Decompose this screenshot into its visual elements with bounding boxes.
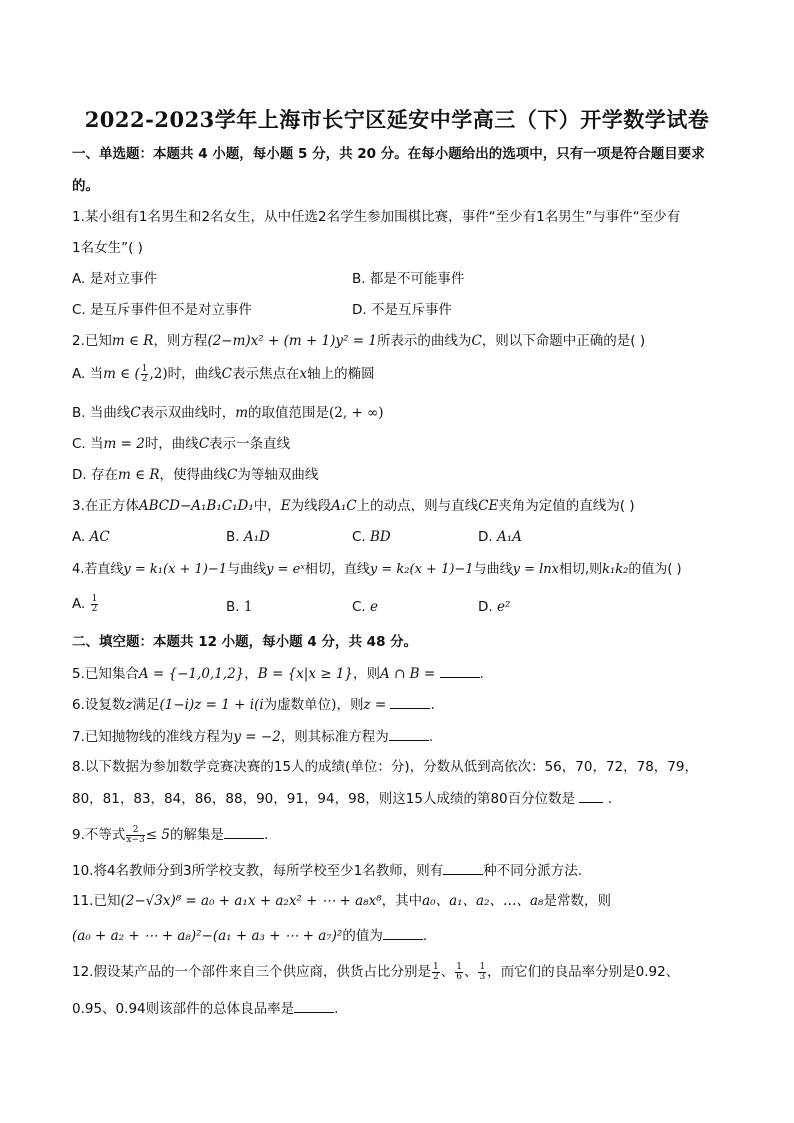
q6-text: 6.设复数 [72,697,126,713]
q5-text: ，则 [353,666,381,682]
q2-c-text: C. 当 [72,436,104,452]
q3-text: 夹角为定值的直线为( ) [498,498,635,514]
q2-d-text: D. 存在 [72,467,118,483]
q5-stem [72,663,484,684]
q2-c-text: 时，曲线 [144,436,199,452]
q4-curve1: y = eˣ [266,562,305,577]
q2-a-text: A. 当 [72,366,104,382]
q7-stem [72,726,433,747]
answer-blank[interactable] [294,998,334,1013]
option-label: C. [352,599,371,615]
q2-a-text: 表示焦点在 [231,366,300,382]
q4-line2: y = k₂(x + 1)−1 [369,562,474,577]
q12-separator: 、 [440,964,455,980]
option-value: 1 [243,599,253,615]
q3-point: E [280,498,291,514]
page-title: 2022-2023学年上海市长宁区延安中学高三（下）开学数学试卷 [84,107,710,132]
option-value: AC [89,529,110,545]
fraction-denominator: 2 [91,603,98,614]
q3-text: 为线段 [290,498,332,514]
q2-a-math: ,2) [149,366,168,382]
q2-text: ，则以下命题中正确的是( ) [481,333,646,349]
q2-text: 所表示的曲线为 [376,333,472,349]
q2-equation: (2−m)x² + (m + 1)y² = 1 [207,333,377,349]
q4-option-b [226,597,252,617]
q2-c-math: m = 2 [103,436,145,452]
q4-text: 相切,则 [558,562,603,577]
q9-fraction [126,826,144,845]
q2-b-text: 表示双曲线时， [140,405,236,421]
q2-b-var: m [235,405,249,421]
q11-text: ，其中 [381,893,423,909]
q2-a-axis: x [299,366,308,382]
q2-b-text: 的取值范围是 [248,405,330,421]
q12-text: ，而它们的良品率分别是0.92、 [487,964,680,980]
q4-text: 相切，直线 [304,562,370,577]
q6-stem [72,694,435,715]
q2-d-text: ，使得曲线 [159,467,228,483]
answer-blank[interactable] [443,860,483,875]
q4-curve2: y = lnx [512,562,559,577]
q9-text: 9.不等式 [72,827,126,843]
q2-d-curve: C [227,467,238,483]
q2-b-range: (2, + ∞) [329,405,384,421]
q1-stem: 1.某小组有1名男生和2名女生，从中任选2名学生参加围棋比赛，事件“至少有1名男生”与事件“至少有 [72,209,681,225]
q6-expression: z = [363,697,387,713]
q2-stem [72,331,645,351]
q2-c-text: 表示一条直线 [209,436,291,452]
q4-text: 的值为( ) [628,562,682,577]
fraction-numerator: 1 [141,363,148,374]
q4-a-fraction [91,595,99,614]
q4-text: 4.若直线 [72,562,124,577]
q2-a-text: 轴上的椭圆 [307,366,375,382]
q4-product: k₁k₂ [602,562,629,577]
q2-d-math: m ∈ R [117,467,160,483]
q2-text: 2.已知 [72,333,112,349]
q5-text: . [479,666,484,682]
q6-text: 满足 [132,697,160,713]
q2-c-curve: C [198,436,210,452]
section2-header: 二、填空题：本题共 12 小题，每小题 4 分，共 48 分。 [72,634,418,650]
answer-blank[interactable] [224,824,264,839]
q2-a-math: m ∈ ( [103,366,140,382]
q12-text: 0.95、0.94则该部件的总体良品率是 [72,1001,295,1017]
q11-text: . [422,928,428,944]
q5-set-a: A = {−1,0,1,2} [138,666,245,682]
answer-blank[interactable] [440,663,480,678]
q3-text: 中， [253,498,281,514]
q4-stem [72,560,682,580]
fraction-numerator: 1 [479,961,486,972]
q4-text: 与曲线 [473,562,513,577]
q10-stem [72,860,582,881]
q2-condition: m ∈ R [111,333,154,349]
q12-stem [72,962,679,982]
q4-text: 与曲线 [227,562,267,577]
q12-fraction-3 [478,963,486,982]
q5-text: ， [244,666,258,682]
q6-var: z [125,697,133,713]
option-value: A₁A [496,529,522,545]
q1-option-c: C. 是互斥事件但不是对立事件 [72,302,253,318]
q12-stem-cont [72,998,338,1019]
q9-stem [72,824,268,845]
q3-option-d [478,527,522,547]
fraction-denominator: 6 [456,971,462,982]
q9-text: 的解集是 [169,827,224,843]
q5-expression: A ∩ B = [380,666,436,682]
fraction-denominator: 2 [141,373,148,384]
q11-equation: (2−√3x)⁸ = a₀ + a₁x + a₂x² + ⋯ + a₈x⁸ [120,893,382,909]
q3-text: 3.在正方体 [72,498,139,514]
q6-text: . [430,697,435,713]
q1-option-a: A. 是对立事件 [72,271,158,287]
q11-expression: (a₀ + a₂ + ⋯ + a₈)²−(a₁ + a₃ + ⋯ + a₇)² [72,928,343,944]
q9-expression: ≤ 5 [145,827,170,843]
answer-blank[interactable] [389,726,429,741]
fraction-numerator: 1 [91,593,98,604]
answer-blank[interactable] [383,925,423,940]
q5-text: 5.已知集合 [72,666,139,682]
q2-d-text: 为等轴双曲线 [237,467,319,483]
q2-b-curve: C [130,405,141,421]
q6-text: ，则 [336,697,364,713]
option-label: A. [72,529,90,545]
q11-stem-cont [72,925,427,946]
q12-separator: 、 [463,964,478,980]
q3-text: 上的动点，则与直线 [356,498,479,514]
q6-text: 为虚数单位 [263,697,332,713]
q3-option-a [72,527,110,547]
q10-text: 10.将4名教师分到3所学校支教，每所学校至少1名教师，则有 [72,863,444,879]
option-label: A. [72,596,90,612]
q12-fraction-2 [455,963,463,982]
q3-option-b [226,527,270,547]
q4-option-c [352,597,378,617]
q2-a-fraction [141,365,149,384]
q11-stem [72,891,611,911]
q7-text: . [428,729,434,745]
q9-text: . [263,827,269,843]
q12-text: 12.假设某产品的一个部件来自三个供应商，供货占比分别是 [72,964,431,980]
fraction-numerator: 1 [456,961,462,972]
q8-text: 80，81，83，84，86，88，90，91，94，98，则这15人成绩的第80百分位数是 [72,791,576,807]
q2-a-text: 时，曲线 [167,366,222,382]
option-value: e² [496,599,511,615]
q12-text: . [334,1001,339,1017]
q3-option-c [352,527,391,547]
q2-text: ，则方程 [153,333,208,349]
q8-stem: 8.以下数据为参加数学竞赛决赛的15人的成绩(单位：分)，分数从低到高依次：56，70，72，78，79， [72,759,698,775]
q2-option-b [72,403,384,423]
q2-curve: C [471,333,482,349]
option-label: B. [226,599,244,615]
q1-option-d: D. 不是互斥事件 [352,302,452,318]
answer-blank[interactable] [390,694,430,709]
option-label: B. [226,529,244,545]
q2-b-text: B. 当曲线 [72,405,131,421]
q11-text: 的值为 [342,928,383,944]
section1-header-cont: 的。 [72,178,99,194]
fraction-denominator: x−3 [126,834,145,845]
q1-stem-cont: 1名女生”( ) [72,240,143,256]
option-label: C. [352,529,371,545]
q2-option-d [72,465,318,485]
fraction-denominator: 3 [479,971,486,982]
fraction-numerator: 2 [126,826,144,836]
option-value: A₁D [243,529,270,545]
q7-text: 7.已知抛物线的准线方程为 [72,729,234,745]
option-label: D. [478,529,497,545]
q11-text: 11.已知 [72,893,121,909]
option-label: D. [478,599,497,615]
q7-text: ，则其标准方程为 [280,729,389,745]
q2-option-c [72,434,290,454]
q4-line1: y = k₁(x + 1)−1 [123,562,228,577]
q6-paren: ) [331,697,337,713]
q7-equation: y = −2 [233,729,281,745]
q8-text: . [607,791,613,807]
section1-header: 一、单选题：本题共 4 小题，每小题 5 分，共 20 分。在每小题给出的选项中，只有一项是符合题目要求 [72,146,705,162]
option-value: e [370,599,379,615]
q11-coefficients: a₀、a₁、a₂、…、a₈ [422,893,544,909]
q4-option-d [478,597,510,617]
q1-option-b: B. 都是不可能事件 [352,271,465,287]
q2-option-a [72,364,375,384]
q3-line: CE [478,498,499,514]
fraction-numerator: 1 [432,961,439,972]
q3-stem [72,496,635,516]
q11-text: 是常数，则 [543,893,611,909]
q2-a-curve: C [221,366,232,382]
q10-text: 种不同分派方法. [483,863,583,879]
q12-fraction-1 [432,963,440,982]
q3-segment: A₁C [331,498,357,514]
q8-stem-cont [72,788,612,809]
fraction-denominator: 2 [432,971,439,982]
q4-option-a [72,594,99,614]
option-value: BD [370,529,391,545]
q5-set-b: B = {x|x ≥ 1} [257,666,354,682]
answer-blank[interactable] [579,788,603,803]
q3-cube: ABCD−A₁B₁C₁D₁ [138,498,254,514]
q6-equation: (1−i)z = 1 + i(i [159,697,264,713]
